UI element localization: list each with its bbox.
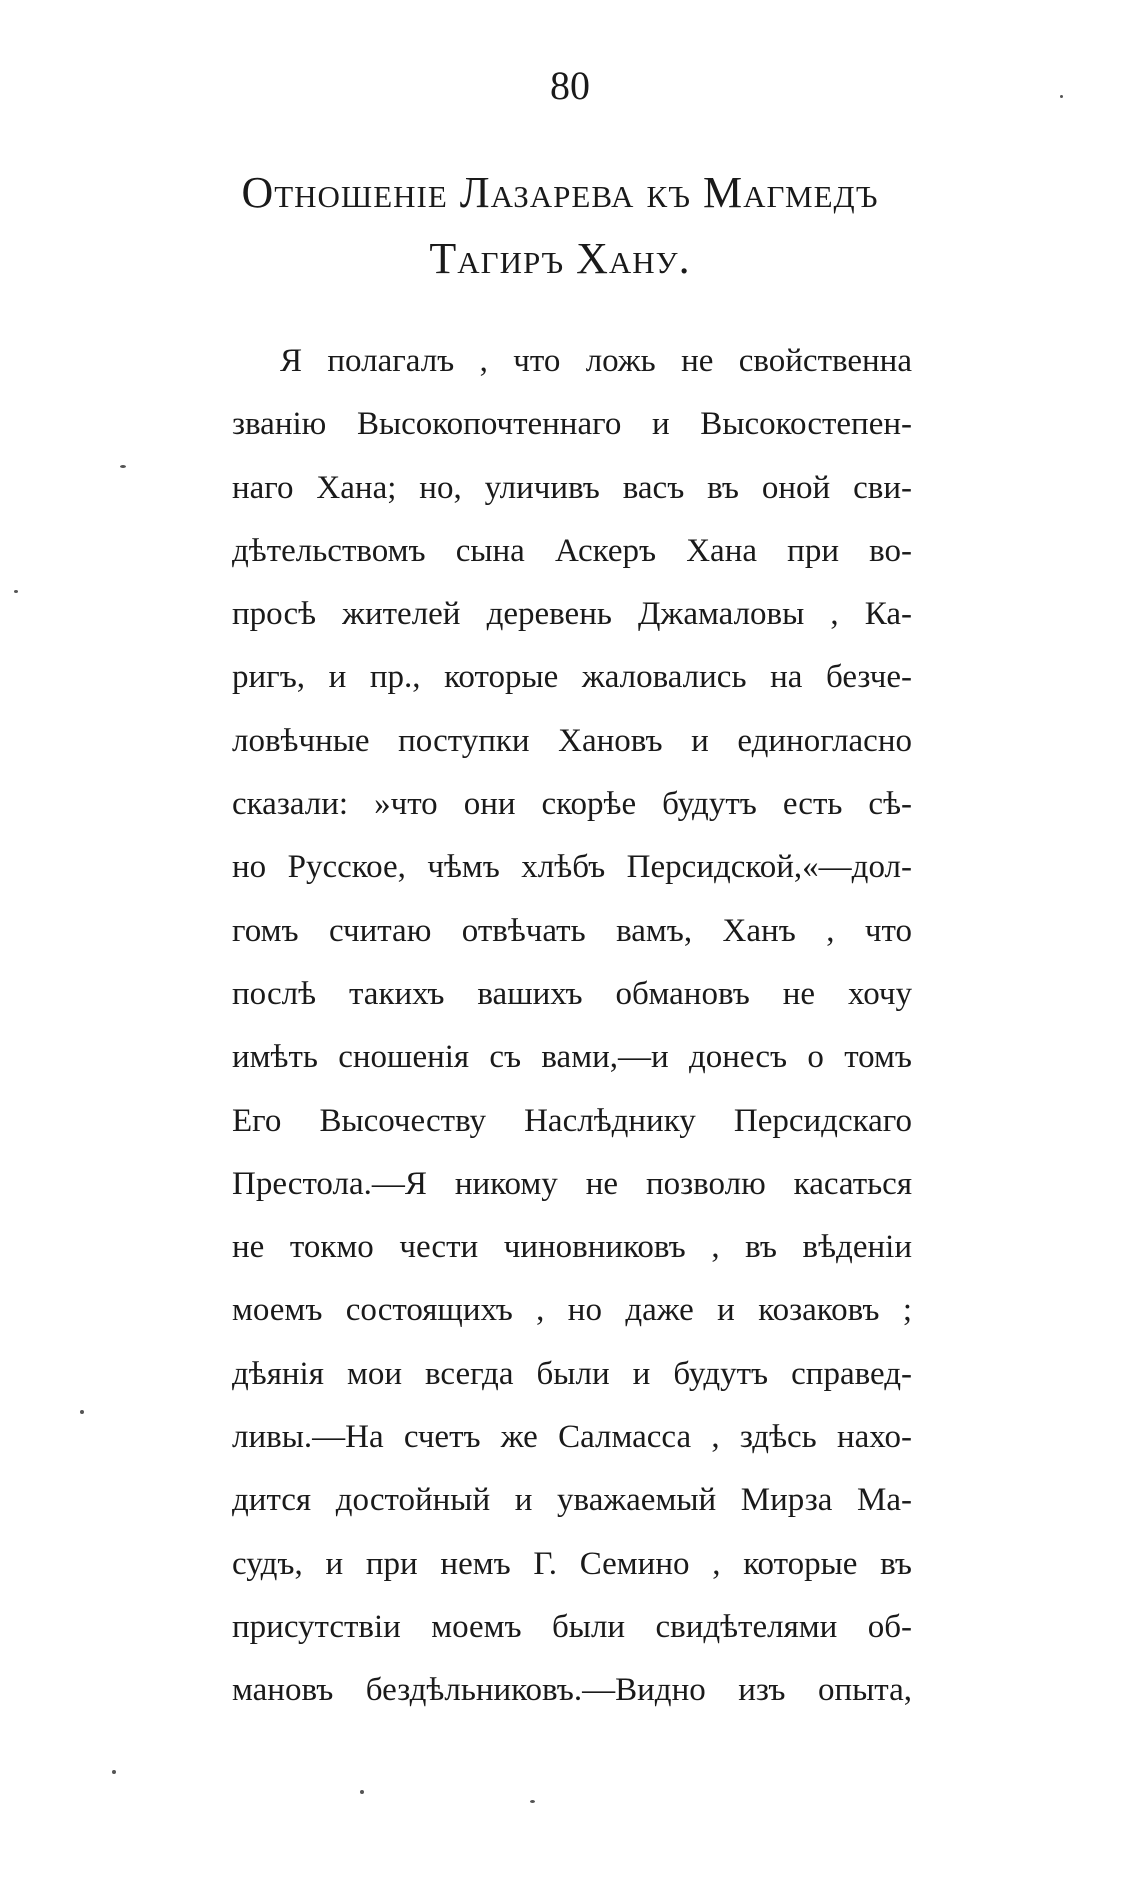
body-paragraph xyxy=(232,330,912,1723)
text-line: не токмо чести чиновниковъ , въ вѣденіи xyxy=(232,1229,912,1266)
text-line: ригъ, и пр., которые жаловались на безче- xyxy=(232,659,912,696)
text-line: званію Высокопочтеннаго и Высокостепен- xyxy=(232,406,912,443)
text-line: наго Хана; но, уличивъ васъ въ оной сви- xyxy=(232,469,912,506)
text-line: дѣянія мои всегда были и будутъ справед- xyxy=(232,1355,912,1392)
text-line: Я полагалъ , что ложь не свойственна xyxy=(280,343,912,379)
scan-speck xyxy=(1060,95,1063,98)
text-line: Его Высочеству Наслѣднику Персидскаго xyxy=(232,1102,912,1139)
text-line: моемъ состоящихъ , но даже и козаковъ ; xyxy=(232,1292,912,1329)
scan-speck xyxy=(112,1770,116,1774)
text-line: Престола.—Я никому не позволю касаться xyxy=(232,1165,912,1202)
text-line: дится достойный и уважаемый Мирза Ма- xyxy=(232,1482,912,1519)
text-line: присутствіи моемъ были свидѣтелями об- xyxy=(232,1608,912,1645)
text-line: сказали: »что они скорѣе будутъ есть сѣ- xyxy=(232,786,912,823)
text-line: имѣть сношенія съ вами,—и донесъ о томъ xyxy=(232,1039,912,1076)
chapter-heading xyxy=(200,160,920,292)
scan-speck xyxy=(14,590,18,593)
scan-speck xyxy=(80,1410,84,1414)
text-line: просѣ жителей деревень Джамаловы , Ка- xyxy=(232,596,912,633)
text-line: судъ, и при немъ Г. Семино , которые въ xyxy=(232,1545,912,1582)
text-line: гомъ считаю отвѣчать вамъ, Ханъ , что xyxy=(232,912,912,949)
scan-speck xyxy=(530,1800,535,1803)
heading-line-1: Отношеніе Лазарева къ Магмедъ xyxy=(241,168,879,217)
text-line: ливы.—На счетъ же Салмасса , здѣсь нахо- xyxy=(232,1419,912,1456)
scan-speck xyxy=(360,1790,364,1794)
page-number: 80 xyxy=(550,63,590,108)
text-line: но Русское, чѣмъ хлѣбъ Персидской,«—дол- xyxy=(232,849,912,886)
heading-line-2: Тагиръ Хану. xyxy=(429,234,691,283)
text-line: мановъ бездѣльниковъ.—Видно изъ опыта, xyxy=(232,1672,912,1709)
scan-speck xyxy=(120,465,126,468)
text-line: дѣтельствомъ сына Аскеръ Хана при во- xyxy=(232,532,912,569)
text-line: послѣ такихъ вашихъ обмановъ не хочу xyxy=(232,975,912,1012)
text-line: ловѣчные поступки Хановъ и единогласно xyxy=(232,722,912,759)
